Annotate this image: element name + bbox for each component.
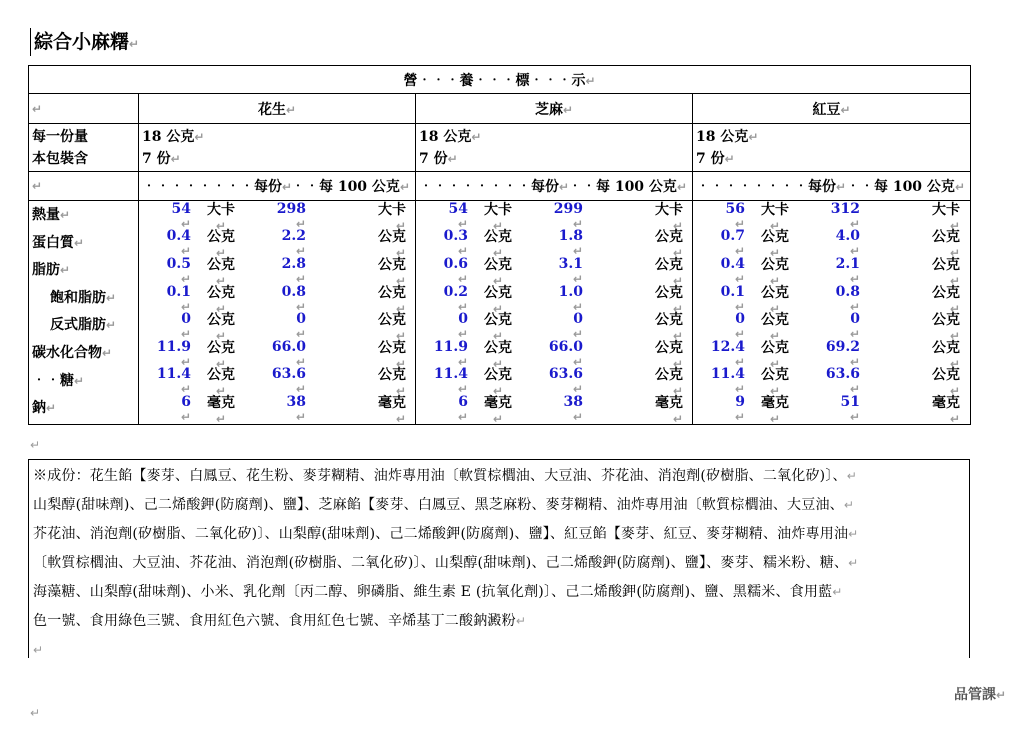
product-header-cell: 紅豆↵: [693, 94, 971, 124]
unit: 公克: [484, 256, 512, 273]
unit: 公克: [378, 312, 406, 329]
unit: 公克: [207, 367, 235, 384]
nutrient-value-row: 0.5 ↵ 公克 ↵ 2.8 ↵ 公克 ↵: [141, 257, 413, 285]
per-serving-value: 54: [448, 200, 468, 217]
per-100g-value: 66.0: [548, 338, 583, 355]
per-100g-value: 2.1: [835, 255, 860, 272]
per-serving-value: 0.7: [720, 228, 745, 245]
per-100g-value: 298: [276, 200, 306, 217]
unit: 公克: [655, 256, 683, 273]
nutrient-value-row: 0 ↵ 公克 ↵ 0 ↵ 公克 ↵: [418, 312, 690, 340]
unit: 公克: [207, 312, 235, 329]
product-name: 花生: [257, 101, 286, 118]
serving-cell: 18 公克↵ 7 份↵: [693, 124, 971, 172]
nutrient-value-row: 12.4 ↵ 公克 ↵ 69.2 ↵ 公克 ↵: [695, 340, 968, 368]
per-serving-value: 0: [458, 311, 468, 328]
unit: 公克: [207, 256, 235, 273]
sub-header-empty-cell: ↵: [29, 172, 139, 201]
nutrient-label: ‧‧糖↵: [32, 372, 85, 389]
per-serving-header: ‧‧‧‧‧‧‧‧每份: [696, 179, 836, 195]
unit: 公克: [932, 229, 960, 246]
per-serving-value: 6: [181, 393, 191, 410]
sub-header-cell: ‧‧‧‧‧‧‧‧每份↵ ‧‧每 100 公克↵: [693, 172, 971, 201]
per-serving-value: 9: [735, 393, 745, 410]
per-100g-header: ‧‧每 100 公克: [290, 179, 400, 195]
unit: 公克: [378, 367, 406, 384]
unit: 公克: [932, 312, 960, 329]
nutrient-label: 熱量↵: [32, 207, 71, 223]
nutrient-value-row: 11.9 ↵ 公克 ↵ 66.0 ↵ 公克 ↵: [418, 340, 690, 368]
per-100g-value: 0.8: [835, 283, 860, 300]
nutrient-label: 碳水化合物↵: [32, 344, 113, 361]
nutrient-label: 飽和脂肪↵: [50, 289, 117, 306]
unit: 大卡: [761, 201, 789, 218]
unit: 公克: [932, 367, 960, 384]
serving-count: 7 份: [696, 150, 725, 167]
unit: 公克: [761, 229, 789, 246]
unit: 公克: [655, 312, 683, 329]
per-100g-value: 63.6: [548, 366, 583, 383]
per-100g-header: ‧‧每 100 公克: [567, 179, 677, 195]
per-serving-value: 11.9: [156, 338, 191, 355]
nutrient-values-cell: [139, 201, 416, 425]
unit: 公克: [761, 339, 789, 356]
ingredients-line: ※成份：花生餡【麥芽、白鳳豆、花生粉、麥芽糊精、油炸專用油〔軟質棕櫚油、大豆油、芥花油、消泡劑(矽樹脂、二氧化矽)〕、↵: [33, 468, 857, 484]
serving-size: 18 公克: [696, 128, 749, 145]
per-serving-value: 0.3: [443, 228, 468, 245]
ingredients-line: 芥花油、消泡劑(矽樹脂、二氧化矽)〕、山梨醇(甜味劑)、己二烯酸鉀(防腐劑)、鹽】、紅豆餡【麥芽、紅豆、麥芽糊精、油炸專用油↵: [33, 526, 859, 542]
per-100g-value: 1.8: [558, 228, 583, 245]
nutrient-value-row: 0 ↵ 公克 ↵ 0 ↵ 公克 ↵: [695, 312, 968, 340]
per-100g-value: 299: [553, 200, 583, 217]
nutrition-table: [28, 65, 971, 425]
per-100g-value: 3.1: [558, 255, 583, 272]
unit: 公克: [484, 339, 512, 356]
nutrient-value-row: 54 ↵ 大卡 ↵ 298 ↵ 大卡 ↵: [141, 202, 413, 230]
unit: 公克: [378, 339, 406, 356]
per-100g-value: 2.8: [281, 255, 306, 272]
nutrient-value-row: 0.4 ↵ 公克 ↵ 2.1 ↵ 公克 ↵: [695, 257, 968, 285]
unit: 大卡: [378, 201, 406, 218]
serving-row: [29, 124, 971, 172]
ingredients-line: 〔軟質棕櫚油、大豆油、芥花油、消泡劑(矽樹脂、二氧化矽)〕、山梨醇(甜味劑)、己二烯酸鉀(防腐劑)、鹽】、麥芽、糯米粉、糖、↵: [33, 555, 859, 571]
empty-corner-cell: ↵: [29, 94, 139, 124]
serving-labels-cell: [29, 124, 139, 172]
per-100g-value: 51: [840, 393, 860, 410]
per-100g-value: 69.2: [825, 338, 860, 355]
product-header-cell: 芝麻↵: [416, 94, 693, 124]
per-serving-value: 0.6: [443, 255, 468, 272]
per-serving-value: 0.4: [166, 228, 191, 245]
nutrient-label: 脂肪↵: [32, 262, 71, 279]
unit: 毫克: [207, 394, 235, 411]
product-header-cell: 花生↵: [139, 94, 416, 124]
nutrient-value-row: 11.4 ↵ 公克 ↵ 63.6 ↵ 公克 ↵: [695, 368, 968, 396]
unit: 公克: [932, 339, 960, 356]
per-100g-value: 312: [830, 200, 860, 217]
per-100g-value: 38: [563, 393, 583, 410]
paragraph-mark: ↵: [30, 706, 41, 720]
unit: 公克: [484, 312, 512, 329]
ingredients-box: [28, 459, 970, 658]
per-serving-value: 11.4: [156, 366, 191, 383]
nutrient-value-row: 6 ↵ 毫克 ↵ 38 ↵ 毫克 ↵: [141, 395, 413, 423]
nutrient-value-row: 54 ↵ 大卡 ↵ 299 ↵ 大卡 ↵: [418, 202, 690, 230]
per-serving-header: ‧‧‧‧‧‧‧‧每份: [419, 179, 559, 195]
nutrient-labels-cell: [29, 201, 139, 425]
per-serving-value: 12.4: [710, 338, 745, 355]
unit: 公克: [484, 229, 512, 246]
serving-count: 7 份: [419, 150, 448, 167]
per-100g-value: 2.2: [281, 228, 306, 245]
product-name: 芝麻: [534, 101, 563, 118]
unit: 大卡: [655, 201, 683, 218]
per-100g-value: 0: [296, 311, 306, 328]
per-serving-value: 0.4: [720, 255, 745, 272]
unit: 公克: [378, 284, 406, 301]
serving-count-label: 本包裝含: [32, 150, 88, 167]
unit: 公克: [484, 367, 512, 384]
nutrient-value-row: 11.4 ↵ 公克 ↵ 63.6 ↵ 公克 ↵: [141, 368, 413, 396]
serving-size-label: 每一份量: [32, 128, 88, 145]
nutrient-values-cell: [693, 201, 971, 425]
unit: 公克: [207, 229, 235, 246]
nutrient-data-row: [29, 201, 971, 425]
per-serving-value: 54: [171, 200, 191, 217]
per-serving-value: 0.1: [720, 283, 745, 300]
per-100g-value: 63.6: [271, 366, 306, 383]
unit: 毫克: [655, 394, 683, 411]
nutrient-value-row: 0.1 ↵ 公克 ↵ 0.8 ↵ 公克 ↵: [141, 285, 413, 313]
unit: 公克: [761, 284, 789, 301]
product-name: 紅豆: [812, 101, 841, 118]
unit: 公克: [207, 339, 235, 356]
serving-size: 18 公克: [142, 128, 195, 145]
nutrient-value-row: 6 ↵ 毫克 ↵ 38 ↵ 毫克 ↵: [418, 395, 690, 423]
serving-cell: 18 公克↵ 7 份↵: [139, 124, 416, 172]
unit: 大卡: [932, 201, 960, 218]
nutrient-label: 蛋白質↵: [32, 234, 85, 251]
nutrient-value-row: 0.4 ↵ 公克 ↵ 2.2 ↵ 公克 ↵: [141, 230, 413, 258]
per-100g-value: 38: [286, 393, 306, 410]
nutrient-value-row: 0.2 ↵ 公克 ↵ 1.0 ↵ 公克 ↵: [418, 285, 690, 313]
unit: 公克: [655, 284, 683, 301]
per-100g-value: 63.6: [825, 366, 860, 383]
per-serving-value: 0: [181, 311, 191, 328]
paragraph-mark: ↵: [33, 643, 44, 657]
unit: 公克: [655, 229, 683, 246]
per-100g-value: 4.0: [835, 228, 860, 245]
per-serving-value: 11.9: [433, 338, 468, 355]
nutrient-values-cell: [416, 201, 693, 425]
nutrient-value-row: 0.1 ↵ 公克 ↵ 0.8 ↵ 公克 ↵: [695, 285, 968, 313]
paragraph-mark: ↵: [129, 37, 140, 51]
per-serving-value: 0.2: [443, 283, 468, 300]
per-100g-value: 0.8: [281, 283, 306, 300]
unit: 毫克: [484, 394, 512, 411]
nutrient-value-row: 9 ↵ 毫克 ↵ 51 ↵ 毫克 ↵: [695, 395, 968, 423]
nutrient-value-row: 11.9 ↵ 公克 ↵ 66.0 ↵ 公克 ↵: [141, 340, 413, 368]
serving-size: 18 公克: [419, 128, 472, 145]
unit: 大卡: [207, 201, 235, 218]
unit: 公克: [655, 367, 683, 384]
per-serving-value: 11.4: [433, 366, 468, 383]
unit: 毫克: [932, 394, 960, 411]
nutrient-label: 鈉↵: [32, 400, 57, 417]
unit: 公克: [484, 284, 512, 301]
ingredients-line: 色一號、食用綠色三號、食用紅色六號、食用紅色七號、辛烯基丁二酸鈉澱粉↵: [33, 613, 527, 629]
document-title: 綜合小麻糬↵: [30, 28, 139, 56]
nutrient-value-row: 0.6 ↵ 公克 ↵ 3.1 ↵ 公克 ↵: [418, 257, 690, 285]
nutrient-value-row: 0.7 ↵ 公克 ↵ 4.0 ↵ 公克 ↵: [695, 230, 968, 258]
unit: 公克: [207, 284, 235, 301]
nutrition-title: 營‧‧‧養‧‧‧標‧‧‧示: [403, 72, 586, 89]
sub-header-cell: ‧‧‧‧‧‧‧‧每份↵ ‧‧每 100 公克↵: [139, 172, 416, 201]
sub-header-row: [29, 172, 971, 201]
product-header-row: [29, 94, 971, 124]
per-100g-value: 66.0: [271, 338, 306, 355]
per-serving-value: 0.5: [166, 255, 191, 272]
ingredients-line: 海藻糖、山梨醇(甜味劑)、小米、乳化劑〔丙二醇、卵磷脂、維生素 E (抗氧化劑)〕、己二烯酸鉀(防腐劑)、鹽、黑糯米、食用藍↵: [33, 584, 843, 600]
per-100g-value: 0: [573, 311, 583, 328]
nutrient-label: 反式脂肪↵: [50, 317, 117, 334]
paragraph-mark: ↵: [30, 438, 41, 452]
ingredients-line: 山梨醇(甜味劑)、己二烯酸鉀(防腐劑)、鹽】、芝麻餡【麥芽、白鳳豆、黑芝麻粉、麥芽糊精、油炸專用油〔軟質棕櫚油、大豆油、↵: [33, 497, 855, 513]
serving-count: 7 份: [142, 150, 171, 167]
unit: 公克: [761, 367, 789, 384]
unit: 毫克: [761, 394, 789, 411]
unit: 公克: [378, 229, 406, 246]
per-serving-value: 0.1: [166, 283, 191, 300]
sub-header-cell: ‧‧‧‧‧‧‧‧每份↵ ‧‧每 100 公克↵: [416, 172, 693, 201]
unit: 公克: [655, 339, 683, 356]
nutrient-value-row: 0.3 ↵ 公克 ↵ 1.8 ↵ 公克 ↵: [418, 230, 690, 258]
unit: 公克: [932, 256, 960, 273]
unit: 大卡: [484, 201, 512, 218]
serving-cell: 18 公克↵ 7 份↵: [416, 124, 693, 172]
per-100g-header: ‧‧每 100 公克: [845, 179, 955, 195]
unit: 公克: [378, 256, 406, 273]
per-serving-header: ‧‧‧‧‧‧‧‧每份: [142, 179, 282, 195]
per-100g-value: 0: [850, 311, 860, 328]
per-serving-value: 6: [458, 393, 468, 410]
unit: 公克: [932, 284, 960, 301]
per-serving-value: 0: [735, 311, 745, 328]
nutrient-value-row: 11.4 ↵ 公克 ↵ 63.6 ↵ 公克 ↵: [418, 368, 690, 396]
per-serving-value: 11.4: [710, 366, 745, 383]
per-serving-value: 56: [725, 200, 745, 217]
per-100g-value: 1.0: [558, 283, 583, 300]
unit: 毫克: [378, 394, 406, 411]
nutrient-value-row: 56 ↵ 大卡 ↵ 312 ↵ 大卡 ↵: [695, 202, 968, 230]
unit: 公克: [761, 312, 789, 329]
signature-stamp: 品管課↵: [954, 687, 1007, 703]
nutrient-value-row: 0 ↵ 公克 ↵ 0 ↵ 公克 ↵: [141, 312, 413, 340]
unit: 公克: [761, 256, 789, 273]
nutrition-title-cell: 營‧‧‧養‧‧‧標‧‧‧示↵: [29, 66, 971, 94]
